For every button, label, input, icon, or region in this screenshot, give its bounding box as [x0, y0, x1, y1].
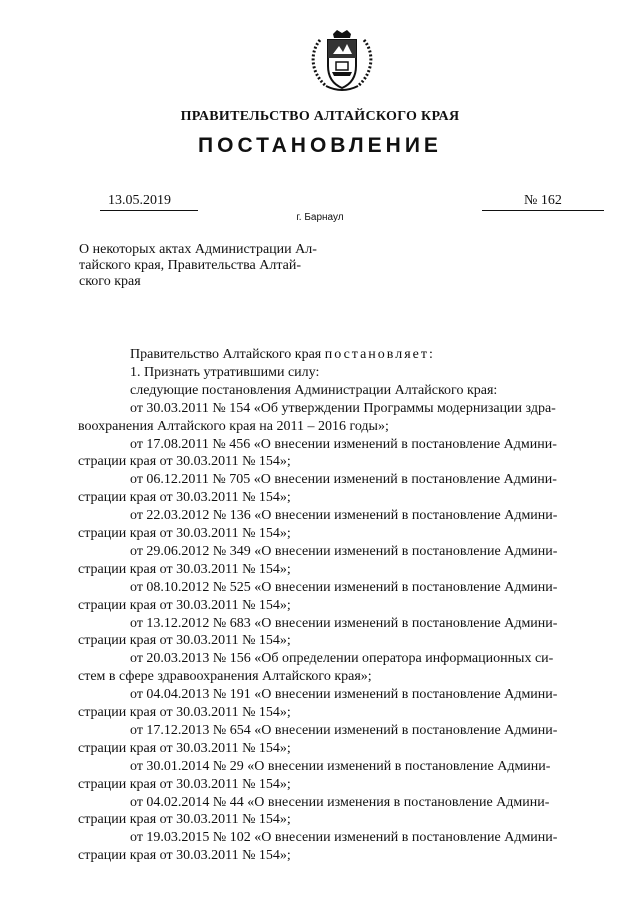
coat-of-arms-emblem [306, 28, 378, 94]
document-date: 13.05.2019 [108, 193, 171, 208]
date-underline [100, 210, 198, 211]
decree-line: страции края от 30.03.2011 № 154»; [78, 705, 291, 720]
document-type-title: ПОСТАНОВЛЕНИЕ [198, 134, 442, 157]
decree-line: страции края от 30.03.2011 № 154»; [78, 526, 291, 541]
number-underline [482, 210, 604, 211]
decree-line: от 13.12.2012 № 683 «О внесении изменений в постановление Админи- [130, 615, 558, 631]
decree-line: от 04.04.2013 № 191 «О внесении изменений в постановление Админи- [130, 687, 558, 703]
decree-line: от 30.03.2011 № 154 «Об утверждении Программы модернизации здра- [130, 400, 556, 416]
subject-line: ского края [79, 274, 141, 289]
intro-resolves: постановляет: [324, 347, 435, 362]
document-number: № 162 [524, 193, 562, 208]
decree-line: от 06.12.2011 № 705 «О внесении изменений в постановление Админи- [130, 472, 557, 488]
document-city: г. Барнаул [296, 212, 344, 223]
intro-line [130, 346, 435, 364]
subject-line: О некоторых актах Администрации Ал- [79, 242, 317, 257]
decree-line: от 17.12.2013 № 654 «О внесении изменений в постановление Админи- [130, 722, 558, 738]
decree-line: от 19.03.2015 № 102 «О внесении изменений в постановление Админи- [130, 830, 558, 846]
list-intro: следующие постановления Администрации Алтайского края: [130, 382, 498, 398]
decree-line: страции края от 30.03.2011 № 154»; [78, 454, 291, 470]
document-subject [79, 242, 369, 290]
decree-line: страции края от 30.03.2011 № 154»; [78, 740, 291, 756]
decree-line: от 17.08.2011 № 456 «О внесении изменений в постановление Админи- [130, 436, 557, 452]
decree-line: от 08.10.2012 № 525 «О внесении изменений в постановление Админи- [130, 579, 558, 595]
item-1: 1. Признать утратившими силу: [130, 364, 320, 380]
intro-text: Правительство Алтайского края [130, 347, 325, 362]
decree-line: страции края от 30.03.2011 № 154»; [78, 776, 291, 792]
decree-line: страции края от 30.03.2011 № 154»; [78, 561, 291, 577]
decree-line: страции края от 30.03.2011 № 154»; [78, 597, 291, 613]
decree-line: от 22.03.2012 № 136 «О внесении изменений в постановление Админи- [130, 508, 558, 524]
decree-line: от 20.03.2013 № 156 «Об определении оператора информационных си- [130, 651, 554, 667]
decree-line: страции края от 30.03.2011 № 154»; [78, 812, 291, 828]
decree-line: от 29.06.2012 № 349 «О внесении изменений в постановление Админи- [130, 543, 558, 559]
decree-line: воохранения Алтайского края на 2011 – 2016 годы»; [78, 418, 389, 434]
subject-line: тайского края, Правительства Алтай- [79, 258, 302, 273]
decree-line: страции края от 30.03.2011 № 154»; [78, 848, 291, 864]
decree-line: от 04.02.2014 № 44 «О внесении изменения в постановление Админи- [130, 794, 550, 810]
decree-line: страции края от 30.03.2011 № 154»; [78, 490, 291, 506]
organization-title: ПРАВИТЕЛЬСТВО АЛТАЙСКОГО КРАЯ [180, 109, 460, 124]
decree-line: страции края от 30.03.2011 № 154»; [78, 633, 291, 649]
decree-line: от 30.01.2014 № 29 «О внесении изменений в постановление Админи- [130, 758, 551, 774]
decree-line: стем в сфере здравоохранения Алтайского края»; [78, 669, 372, 685]
